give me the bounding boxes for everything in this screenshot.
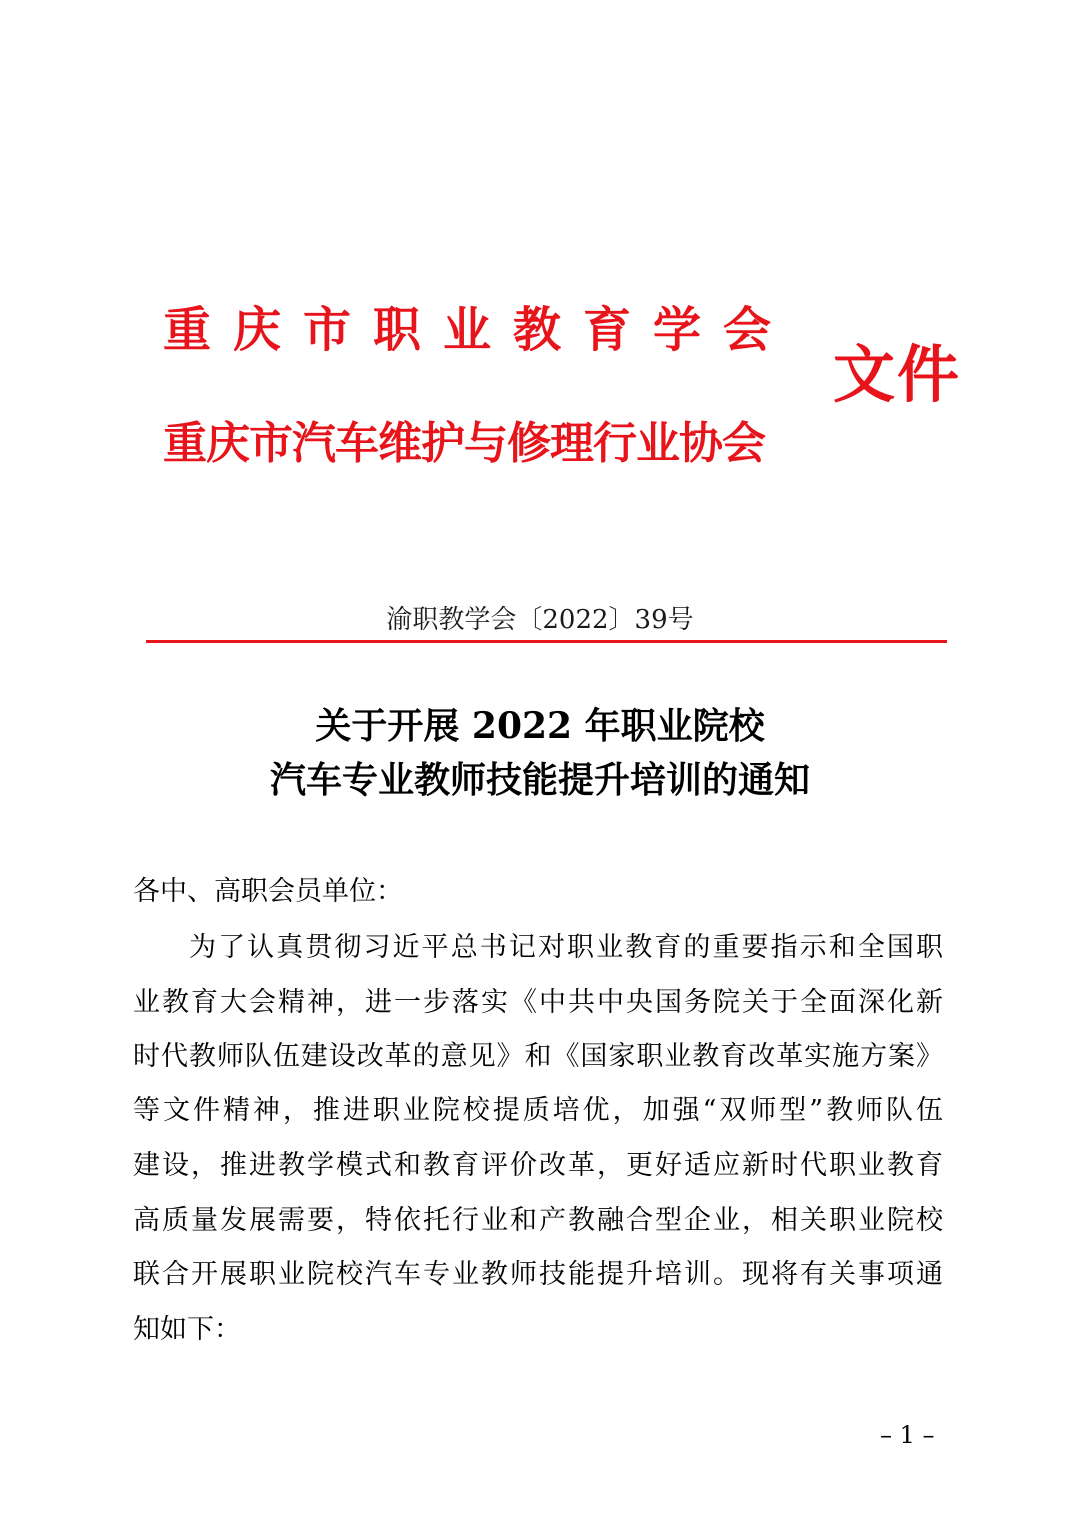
notice-title-line-1: 关于开展 2022 年职业院校 (315, 705, 765, 747)
issuer-org-1: 重庆市职业教育学会 (163, 302, 794, 358)
body-text-line: 等文件精神，推进职业院校提质培优，加强“双师型”教师队伍 (133, 1095, 943, 1126)
document-label: 文件 (833, 338, 962, 411)
body-text-line: 建设，推进教学模式和教育评价改革，更好适应新时代职业教育 (133, 1150, 943, 1181)
red-divider (146, 640, 947, 643)
page-number: – 1 – (880, 1421, 935, 1449)
notice-title-line-2: 汽车专业教师技能提升培训的通知 (269, 759, 810, 801)
body-text-line: 知如下： (133, 1314, 241, 1345)
body-text-line: 联合开展职业院校汽车专业教师技能提升培训。现将有关事项通 (133, 1259, 943, 1290)
issuer-org-2: 重庆市汽车维护与修理行业协会 (163, 418, 765, 469)
document-number: 渝职教学会〔2022〕39号 (386, 605, 694, 635)
salutation: 各中、高职会员单位： (133, 876, 403, 907)
body-text-line: 时代教师队伍建设改革的意见》和《国家职业教育改革实施方案》 (133, 1041, 943, 1072)
body-text-line: 高质量发展需要，特依托行业和产教融合型企业，相关职业院校 (133, 1205, 943, 1236)
body-text-line: 为了认真贯彻习近平总书记对职业教育的重要指示和全国职 (189, 932, 943, 963)
body-text-line: 业教育大会精神，进一步落实《中共中央国务院关于全面深化新 (133, 987, 943, 1018)
